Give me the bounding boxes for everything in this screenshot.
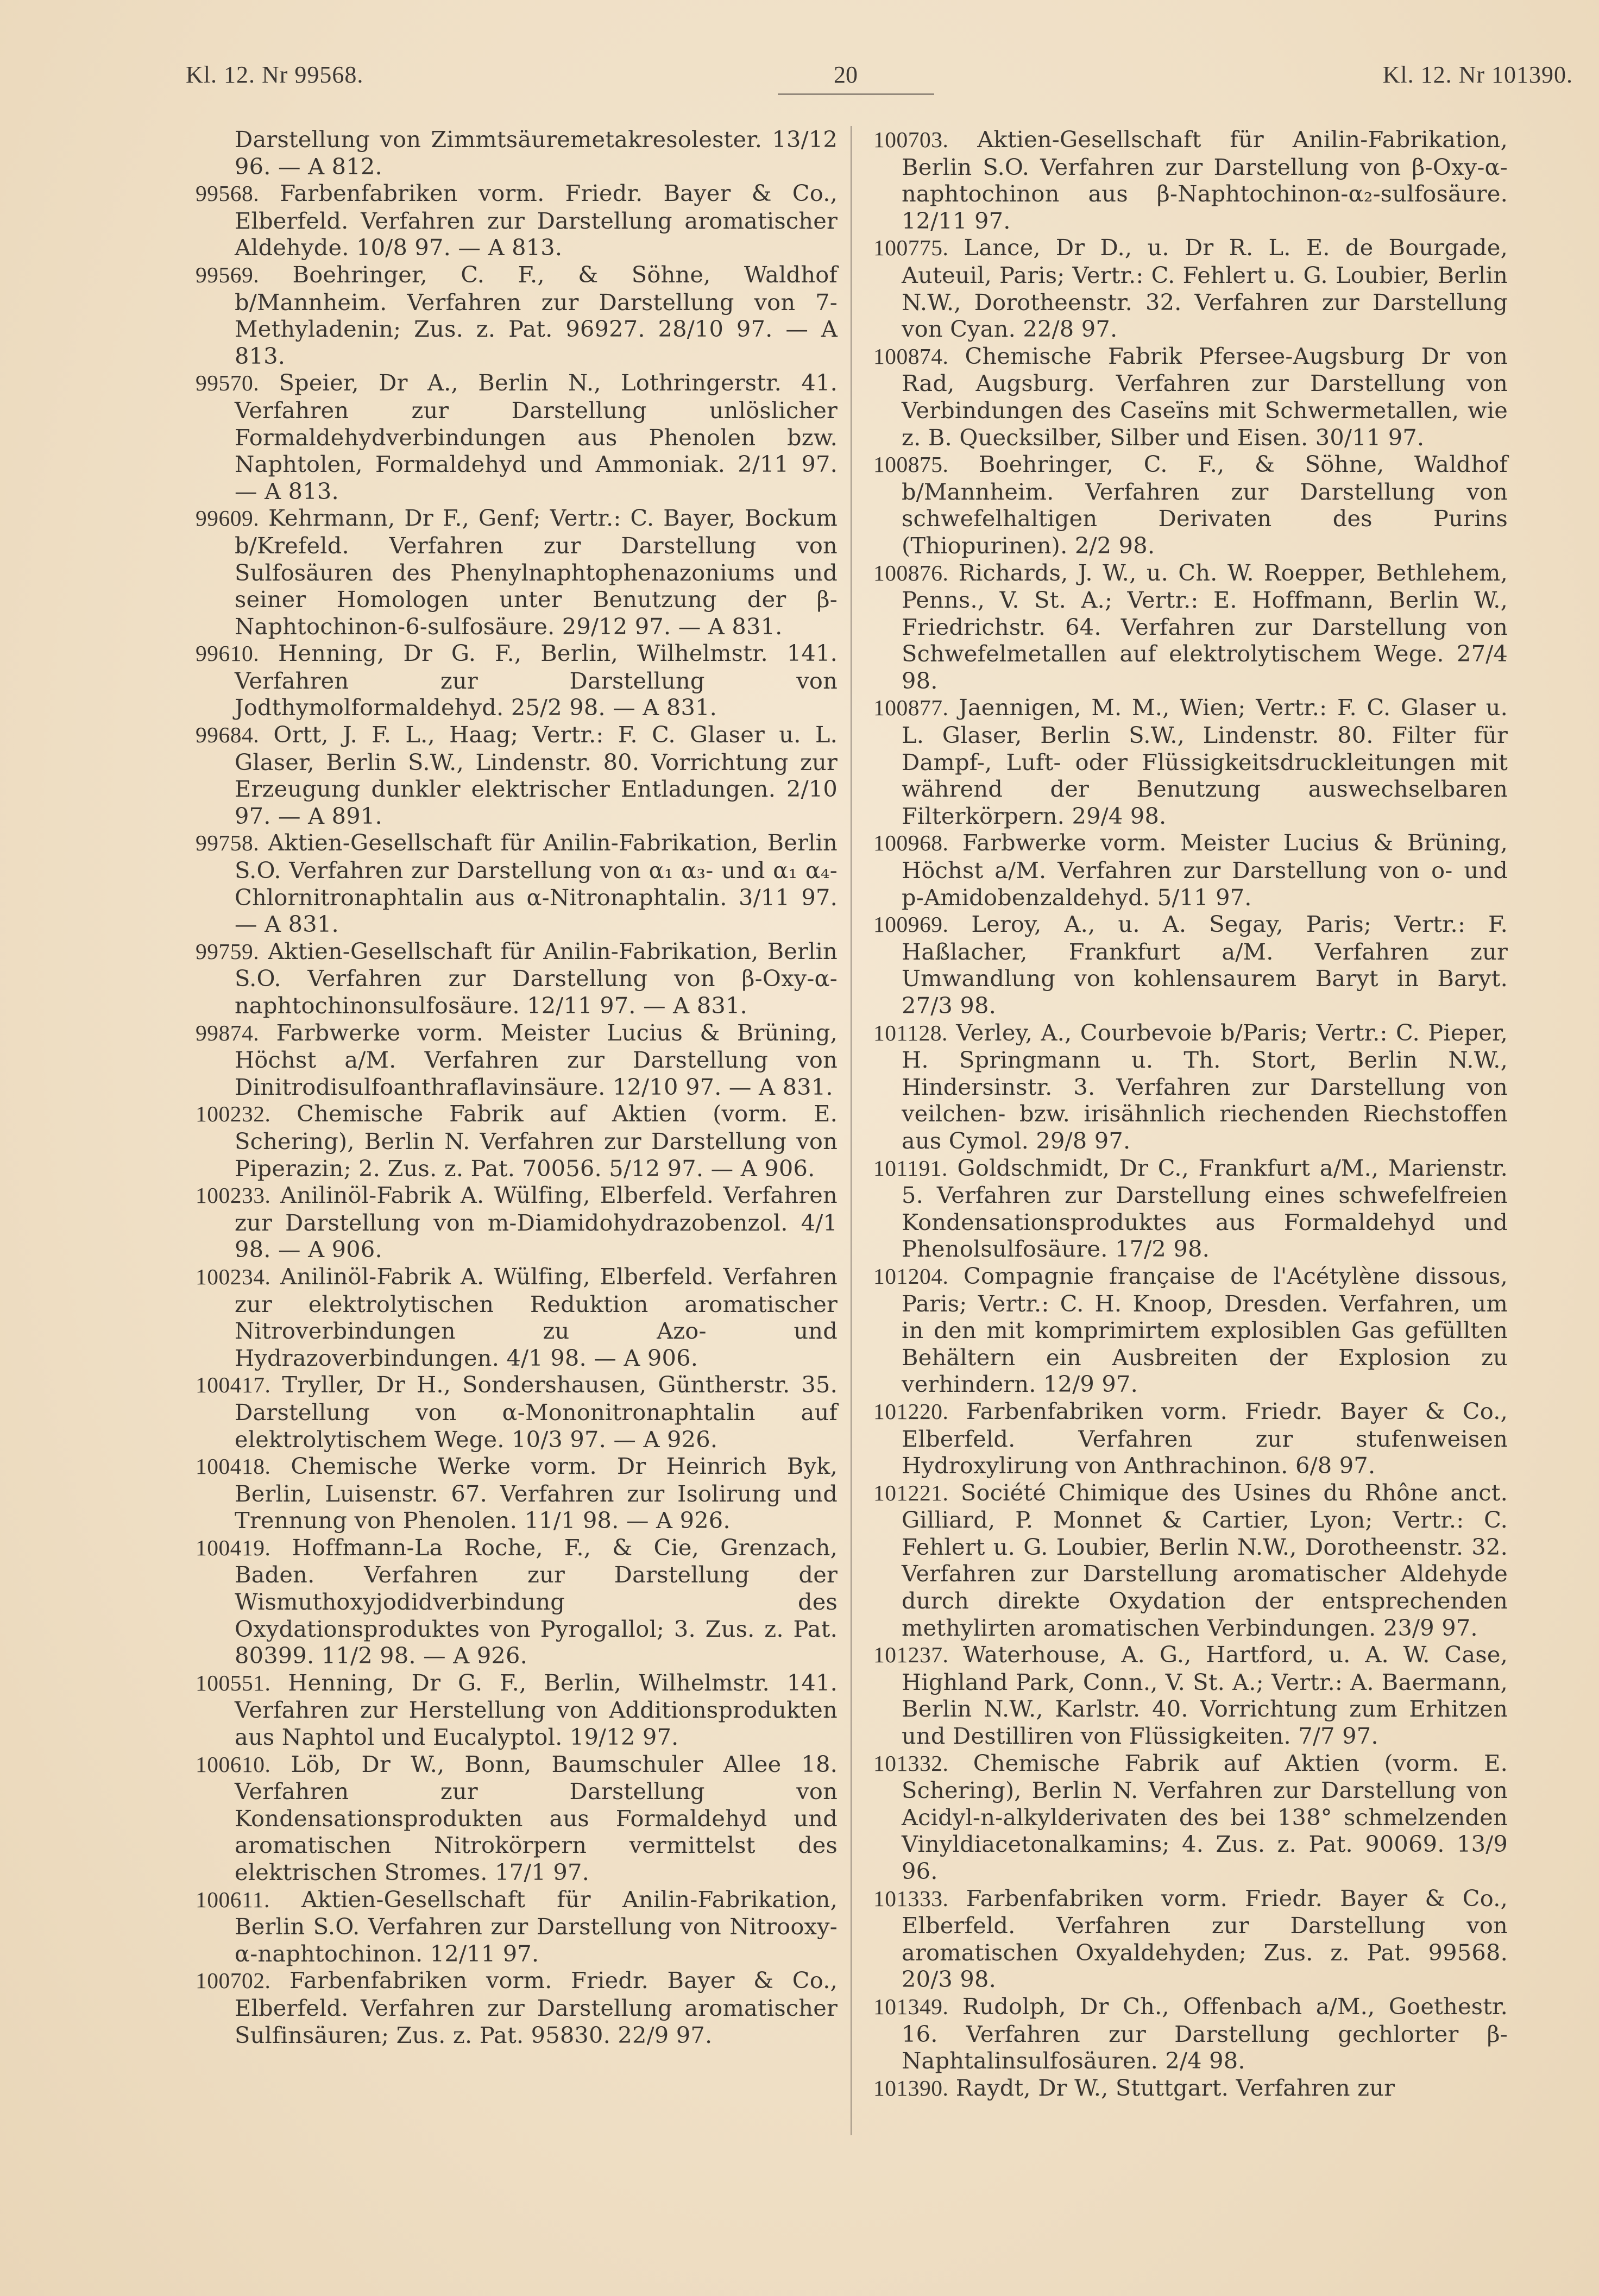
patent-number: 101128. [873, 1020, 948, 1045]
patent-entry [196, 369, 838, 504]
patent-entry [196, 1453, 838, 1534]
patent-number: 100418. [196, 1454, 271, 1479]
patent-description: Farbwerke vorm. Meister Lucius & Brüning, Höchst a/M. Verfahren zur Darstellung von Dinitrodisulfoanthraflavinsäure. 12/10 97. — A 831. [235, 1019, 838, 1100]
patent-description: Chemische Fabrik auf Aktien (vorm. E. Schering), Berlin N. Verfahren zur Darstellung von Piperazin; 2. Zus. z. Pat. 70056. 5/12 97. — A 906. [235, 1100, 838, 1182]
patent-description: Chemische Fabrik auf Aktien (vorm. E. Schering), Berlin N. Verfahren zur Darstellung von Acidyl-n-alkylderivaten des bei 138° schmelzenden Vinyldiacetonalkamins; 4. Zus. z. Pat. 90069. 13/9 96. [902, 1749, 1508, 1884]
header-rule [778, 93, 934, 95]
patent-entry [873, 2074, 1508, 2102]
patent-number: 99568. [196, 181, 260, 206]
patent-number: 100419. [196, 1535, 271, 1560]
patent-number: 101333. [873, 1885, 949, 1911]
patent-entry [873, 1641, 1508, 1749]
patent-description: Raydt, Dr W., Stuttgart. Verfahren zur [955, 2074, 1395, 2101]
patent-entry [196, 1751, 838, 1886]
patent-description: Farbenfabriken vorm. Friedr. Bayer & Co., Elberfeld. Verfahren zur Darstellung aromatischer Aldehyde. 10/8 97. — A 813. [235, 180, 838, 261]
patent-entry [196, 1669, 838, 1751]
patent-number: 101220. [873, 1398, 949, 1424]
patent-description: Waterhouse, A. G., Hartford, u. A. W. Case, Highland Park, Conn., V. St. A.; Vertr.: A. Baermann, Berlin N.W., Karlstr. 40. Vorrichtung zum Erhitzen und Destilliren von Flüssigkeiten. 7/7 97. [902, 1641, 1508, 1750]
patent-description: Aktien-Gesellschaft für Anilin-Fabrikation, Berlin S.O. Verfahren zur Darstellung von α₁ α₃- und α₁ α₄-Chlornitronaphtalin aus α-Nitronaphtalin. 3/11 97. — A 831. [235, 829, 838, 938]
patent-entry [196, 180, 838, 261]
left-entry-list [196, 180, 838, 2048]
running-head-left: Kl. 12. Nr 99568. [186, 61, 364, 88]
column-divider [851, 126, 852, 2135]
patent-entry [196, 640, 838, 721]
patent-description: Richards, J. W., u. Ch. W. Roepper, Bethlehem, Penns., V. St. A.; Vertr.: E. Hoffmann, Berlin W., Friedrichstr. 64. Verfahren zur Darstellung von Schwefelmetallen auf elektrolytischem Wege. 27/4 98. [902, 559, 1508, 694]
patent-description: Goldschmidt, Dr C., Frankfurt a/M., Marienstr. 5. Verfahren zur Darstellung eines schwefelfreien Kondensationsproduktes aus Formaldehyd und Phenolsulfosäure. 17/2 98. [902, 1154, 1508, 1263]
patent-entry [873, 126, 1508, 234]
patent-entry [196, 504, 838, 640]
patent-description: Farbenfabriken vorm. Friedr. Bayer & Co., Elberfeld. Verfahren zur stufenweisen Hydroxylirung von Anthrachinon. 6/8 97. [902, 1397, 1508, 1479]
patent-number: 99570. [196, 370, 260, 396]
patent-entry [873, 234, 1508, 342]
patent-number: 100775. [873, 235, 949, 261]
patent-number: 100968. [873, 830, 949, 856]
patent-number: 99874. [196, 1020, 260, 1045]
patent-description: Tryller, Dr H., Sondershausen, Güntherstr. 35. Darstellung von α-Mononitronaphtalin auf elektrolytischem Wege. 10/3 97. — A 926. [235, 1371, 838, 1453]
patent-entry [196, 1100, 838, 1182]
patent-entry [873, 911, 1508, 1019]
patent-entry [873, 1155, 1508, 1263]
page-header [0, 61, 1599, 93]
patent-number: 99569. [196, 262, 260, 287]
patent-description: Boehringer, C. F., & Söhne, Waldhof b/Mannheim. Verfahren zur Darstellung von 7-Methyladenin; Zus. z. Pat. 96927. 28/10 97. — A 813. [235, 261, 838, 369]
patent-number: 101390. [873, 2075, 949, 2101]
patent-number: 100233. [196, 1183, 271, 1208]
patent-description: Anilinöl-Fabrik A. Wülfing, Elberfeld. Verfahren zur elektrolytischen Reduktion aromatischer Nitroverbindungen zu Azo- und Hydrazoverbindungen. 4/1 98. — A 906. [235, 1263, 838, 1371]
patent-number: 100969. [873, 912, 949, 937]
patent-number: 99759. [196, 938, 260, 964]
patent-number: 100702. [196, 1968, 271, 1994]
patent-description: Jaennigen, M. M., Wien; Vertr.: F. C. Glaser u. L. Glaser, Berlin S.W., Lindenstr. 80. Filter für Dampf-, Luft- oder Flüssigkeitsdruckleitungen mit während der Benutzung auswechselbaren Filterkörpern. 29/4 98. [902, 694, 1508, 829]
left-column [196, 126, 838, 2048]
patent-number: 100611. [196, 1887, 270, 1912]
patent-description: Farbenfabriken vorm. Friedr. Bayer & Co., Elberfeld. Verfahren zur Darstellung aromatischer Sulfinsäuren; Zus. z. Pat. 95830. 22/9 97. [235, 1967, 838, 2048]
patent-description: Chemische Fabrik Pfersee-Augsburg Dr von Rad, Augsburg. Verfahren zur Darstellung von Verbindungen des Caseïns mit Schwermetallen, wie z. B. Quecksilber, Silber und Eisen. 30/11 97. [902, 342, 1508, 451]
patent-number: 101349. [873, 1994, 949, 2019]
patent-number: 100877. [873, 695, 949, 721]
patent-number: 100417. [196, 1372, 271, 1398]
patent-description: Boehringer, C. F., & Söhne, Waldhof b/Mannheim. Verfahren zur Darstellung von schwefelhaltigen Derivaten des Purins (Thiopurinen). 2/2 98. [902, 451, 1508, 559]
patent-entry [873, 1479, 1508, 1642]
patent-description: Aktien-Gesellschaft für Anilin-Fabrikation, Berlin S.O. Verfahren zur Darstellung von β-Oxy-α-naphtochinon aus β-Naphtochinon-α₂-sulfosäure. 12/11 97. [902, 126, 1508, 234]
patent-description: Aktien-Gesellschaft für Anilin-Fabrikation, Berlin S.O. Verfahren zur Darstellung von Nitrooxy-α-naphtochinon. 12/11 97. [235, 1885, 838, 1967]
patent-entry [873, 1019, 1508, 1155]
patent-entry [196, 1534, 838, 1669]
patent-number: 100703. [873, 127, 949, 152]
patent-description: Compagnie française de l'Acétylène dissous, Paris; Vertr.: C. H. Knoop, Dresden. Verfahren, um in den mit komprimirtem explosiblen Gas gefüllten Behältern ein Ausbreiten der Explosion zu verhindern. 12/9 97. [902, 1262, 1508, 1398]
running-head-right: Kl. 12. Nr 101390. [1382, 61, 1573, 88]
patent-description: Ortt, J. F. L., Haag; Vertr.: F. C. Glaser u. L. Glaser, Berlin S.W., Lindenstr. 80. Vorrichtung zur Erzeugung dunkler elektrischer Entladungen. 2/10 97. — A 891. [235, 721, 838, 829]
patent-entry [873, 451, 1508, 559]
patent-entry [873, 1398, 1508, 1479]
patent-description: Farbenfabriken vorm. Friedr. Bayer & Co., Elberfeld. Verfahren zur Darstellung von aromatischen Oxyaldehyden; Zus. z. Pat. 99568. 20/3 98. [902, 1884, 1508, 1993]
patent-entry [196, 261, 838, 369]
patent-entry [873, 1263, 1508, 1398]
patent-description: Lance, Dr D., u. Dr R. L. E. de Bourgade, Auteuil, Paris; Vertr.: C. Fehlert u. G. Loubier, Berlin N.W., Dorotheenstr. 32. Verfahren zur Darstellung von Cyan. 22/8 97. [902, 234, 1508, 343]
patent-number: 100232. [196, 1101, 271, 1127]
patent-number: 100876. [873, 560, 949, 585]
patent-description: Löb, Dr W., Bonn, Baumschuler Allee 18. Verfahren zur Darstellung von Kondensationsprodukten aus Formaldehyd und aromatischen Nitrokörpern vermittelst des elektrischen Stromes. 17/1 97. [235, 1750, 838, 1885]
patent-entry [873, 829, 1508, 911]
patent-description: Hoffmann-La Roche, F., & Cie, Grenzach, Baden. Verfahren zur Darstellung der Wismuthoxyjodidverbindung des Oxydationsproduktes von Pyrogallol; 3. Zus. z. Pat. 80399. 11/2 98. — A 926. [235, 1534, 838, 1669]
patent-number: 100234. [196, 1264, 271, 1289]
patent-description: Farbwerke vorm. Meister Lucius & Brüning, Höchst a/M. Verfahren zur Darstellung von o- und p-Amidobenzaldehyd. 5/11 97. [902, 829, 1508, 911]
patent-number: 101191. [873, 1155, 948, 1181]
patent-number: 100610. [196, 1751, 271, 1777]
patent-number: 100551. [196, 1670, 271, 1695]
patent-description: Chemische Werke vorm. Dr Heinrich Byk, Berlin, Luisenstr. 67. Verfahren zur Isolirung und Trennung von Phenolen. 11/1 98. — A 926. [235, 1453, 838, 1534]
patent-number: 99758. [196, 830, 260, 856]
patent-description: Rudolph, Dr Ch., Offenbach a/M., Goethestr. 16. Verfahren zur Darstellung gechlorter β-Naphtalinsulfosäuren. 2/4 98. [902, 1992, 1508, 2074]
patent-number: 100875. [873, 452, 949, 477]
patent-description: Leroy, A., u. A. Segay, Paris; Vertr.: F. Haßlacher, Frankfurt a/M. Verfahren zur Umwandlung von kohlensaurem Baryt in Baryt. 27/3 98. [902, 911, 1508, 1019]
patent-entry [196, 938, 838, 1019]
patent-entry [196, 1886, 838, 1967]
patent-number: 100874. [873, 343, 949, 369]
patent-number: 99610. [196, 641, 260, 666]
patent-entry [873, 1885, 1508, 1993]
patent-number: 101332. [873, 1750, 949, 1776]
right-column [873, 126, 1508, 2102]
patent-entry [873, 694, 1508, 829]
patent-entry [873, 1993, 1508, 2074]
patent-entry [196, 829, 838, 937]
page-number: 20 [834, 61, 858, 88]
patent-description: Société Chimique des Usines du Rhône anct. Gilliard, P. Monnet & Cartier, Lyon; Vertr.: C. Fehlert u. G. Loubier, Berlin N.W., Dorotheenstr. 32. Verfahren zur Darstellung aromatischer Aldehyde durch direkte Oxydation der entsprechenden methylirten aromatischen Verbindungen. 23/9 97. [902, 1479, 1508, 1641]
patent-number: 99684. [196, 722, 260, 748]
patent-entry [873, 1750, 1508, 1885]
patent-number: 101204. [873, 1263, 949, 1289]
patent-description: Kehrmann, Dr F., Genf; Vertr.: C. Bayer, Bockum b/Krefeld. Verfahren zur Darstellung von Sulfosäuren des Phenylnaphtophenazoniums und seiner Homologen unter Benutzung der β-Naphtochinon-6-sulfosäure. 29/12 97. — A 831. [235, 504, 838, 640]
continuation-entry: Darstellung von Zimmtsäuremetakresolester. 13/12 96. — A 812. [235, 126, 838, 180]
patent-entry [196, 1019, 838, 1101]
patent-entry [196, 721, 838, 829]
patent-description: Henning, Dr G. F., Berlin, Wilhelmstr. 141. Verfahren zur Darstellung von Jodthymolformaldehyd. 25/2 98. — A 831. [235, 640, 838, 721]
patent-description: Aktien-Gesellschaft für Anilin-Fabrikation, Berlin S.O. Verfahren zur Darstellung von β-Oxy-α-naphtochinonsulfosäure. 12/11 97. — A 831. [235, 937, 838, 1019]
patent-entry [873, 343, 1508, 451]
patent-description: Speier, Dr A., Berlin N., Lothringerstr. 41. Verfahren zur Darstellung unlöslicher Formaldehydverbindungen aus Phenolen bzw. Naphtolen, Formaldehyd und Ammoniak. 2/11 97. — A 813. [235, 369, 838, 504]
patent-entry [196, 1371, 838, 1453]
patent-number: 99609. [196, 506, 260, 531]
patent-description: Anilinöl-Fabrik A. Wülfing, Elberfeld. Verfahren zur Darstellung von m-Diamidohydrazobenzol. 4/1 98. — A 906. [235, 1182, 838, 1263]
patent-entry [196, 1263, 838, 1371]
patent-description: Verley, A., Courbevoie b/Paris; Vertr.: C. Pieper, H. Springmann u. Th. Stort, Berlin N.W., Hindersinstr. 3. Verfahren zur Darstellung von veilchen- bzw. irisähnlich riechenden Riechstoffen aus Cymol. 29/8 97. [902, 1019, 1508, 1154]
patent-entry [196, 1967, 838, 2048]
patent-description: Henning, Dr G. F., Berlin, Wilhelmstr. 141. Verfahren zur Herstellung von Additionsprodukten aus Naphtol und Eucalyptol. 19/12 97. [235, 1669, 838, 1751]
patent-entry [196, 1182, 838, 1263]
patent-number: 101237. [873, 1642, 949, 1668]
patent-number: 101221. [873, 1480, 949, 1505]
right-entry-list [873, 126, 1508, 2102]
patent-entry [873, 559, 1508, 695]
